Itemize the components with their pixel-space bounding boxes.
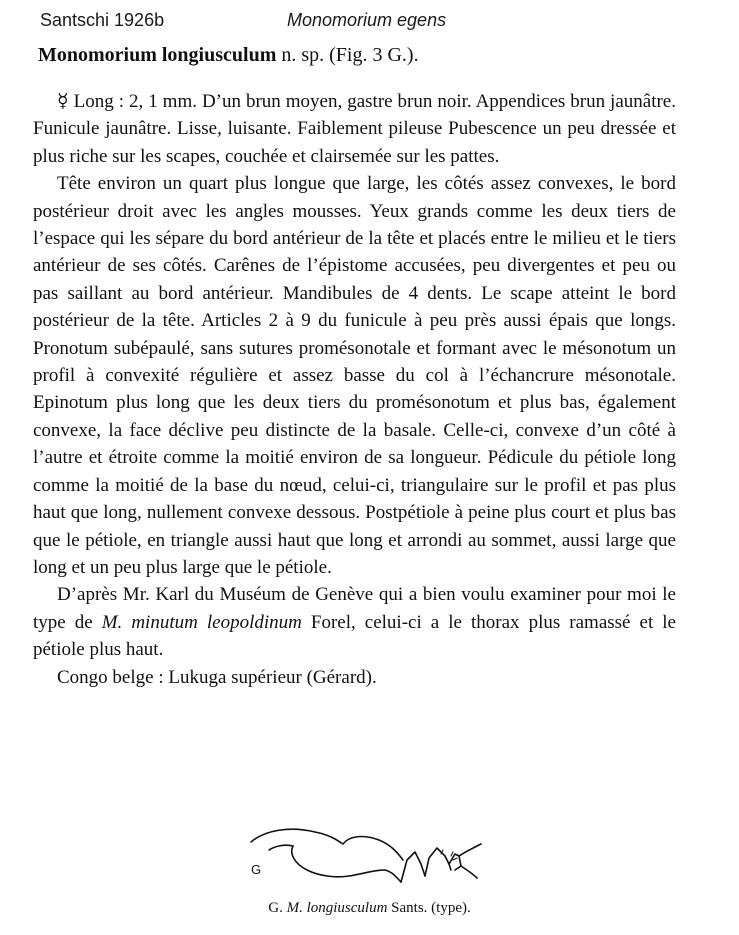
- figure-ant-profile-drawing: [245, 820, 495, 890]
- paragraph-worker-description: ☿ Long : 2, 1 mm. D’un brun moyen, gastre brun noir. Appendices brun jaunâtre. Funicule jaunâtre. Lisse, luisante. Faiblement pileuse Pubescence un peu dressée et plus riche sur les scapes, couchée et clairsemée sur les pattes.: [33, 91, 676, 167]
- drawing-neck: [269, 845, 293, 850]
- figure-label: G: [251, 862, 262, 877]
- comparison-text-start: D’après Mr. Karl du Muséum de Genève qui a bien voulu examiner pour moi le type de: [33, 584, 676, 633]
- paragraph-morphology: Tête environ un quart plus longue que large, les côtés assez convexes, le bord postérieur droit avec les angles mousses. Yeux grands comme les deux tiers de l’espace qui les sépare du bord antérieur de la tête et placés entre le milieu et le tiers antérieur de ses côtés. Carênes de l’épistome accusées, peu divergentes et peu ou pas saillant au bord antérieur. Mandibules de 4 dents. Le scape atteint le bord postérieur de la tête. Articles 2 à 9 du funicule à peu près aussi épais que longs. Pronotum subépaulé, sans sutures promésonotale et formant avec le mésonotum un profil à convexité régulière et assez basse du col à l’échancrure mésonotale. Epinotum plus long que les deux tiers du promésonotum et plus bas, également convexe, la face déclive peu distincte de la basale. Celle-ci, convexe d’un côté à l’autre et étroite comme la moitié environ de sa longueur. Pédicule du pétiole long comme la moitié de la base du nœud, celui-ci, triangulaire sur le profil et pas plus haut que long, nullement convexe dessous. Postpétiole à peine plus court et plus bas que le pétiole, en triangle aussi haut que long et arrondi au sommet, aussi large que long et un peu plus large que le pétiole.: [33, 173, 676, 578]
- species-name: Monomorium longiusculum: [38, 44, 277, 66]
- species-title-suffix: n. sp. (Fig. 3 G.).: [276, 44, 419, 66]
- drawing-appendage-lower: [461, 866, 477, 878]
- figure-caption: [0, 900, 739, 917]
- caption-taxon: M. longiusculum: [286, 900, 388, 916]
- species-title: [38, 44, 419, 67]
- drawing-mesosoma-top: [251, 829, 403, 860]
- caption-prefix: G.: [268, 900, 287, 916]
- comparison-taxon: M. minutum leopoldinum: [101, 611, 302, 633]
- paragraph-locality: Congo belge : Lukuga supérieur (Gérard).: [57, 666, 377, 688]
- comparison-text-end: Forel, celui-ci a le thorax plus ramassé et le pétiole plus haut.: [33, 611, 676, 661]
- drawing-mesosoma-bottom: [292, 846, 401, 882]
- caption-suffix: Sants. (type).: [387, 900, 471, 916]
- header-species: Monomorium egens: [287, 10, 447, 30]
- drawing-petiole: [401, 852, 425, 882]
- header-author-year: Santschi 1926b: [40, 10, 165, 30]
- paragraph-comparison: [33, 581, 676, 663]
- drawing-postpetiole: [425, 848, 451, 876]
- drawing-appendage: [459, 844, 481, 856]
- description-body: [33, 88, 676, 691]
